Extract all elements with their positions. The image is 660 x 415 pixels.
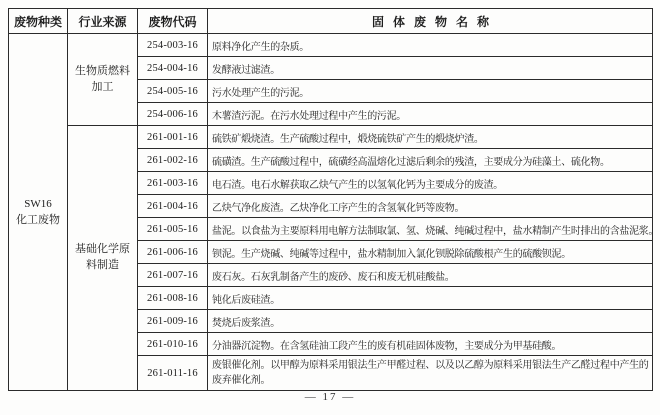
waste-name-cell: 分油器沉淀物。在含氢硅油工段产生的废有机硅固体废物，主要成分为甲基硅酸。 bbox=[208, 333, 653, 356]
waste-name-cell: 电石渣。电石水解获取乙炔气产生的以氢氧化钙为主要成分的废渣。 bbox=[208, 172, 653, 195]
waste-code-cell: 254-005-16 bbox=[138, 80, 208, 103]
page-number: — 17 — bbox=[304, 391, 356, 403]
waste-code-cell: 261-001-16 bbox=[138, 126, 208, 149]
header-row bbox=[9, 9, 653, 34]
industry-source-cell: 基础化学原料制造 bbox=[68, 126, 138, 391]
waste-code-cell: 261-004-16 bbox=[138, 195, 208, 218]
waste-code-cell: 254-004-16 bbox=[138, 57, 208, 80]
waste-name-cell: 发酵液过滤渣。 bbox=[208, 57, 653, 80]
waste-name-cell: 原料净化产生的杂质。 bbox=[208, 34, 653, 57]
waste-name-cell: 木薯渣污泥。在污水处理过程中产生的污泥。 bbox=[208, 103, 653, 126]
category-name: 化工废物 bbox=[16, 214, 60, 226]
waste-code-cell: 254-003-16 bbox=[138, 34, 208, 57]
col-header-waste-name: 固体废物名称 bbox=[208, 9, 653, 34]
waste-code-cell: 261-007-16 bbox=[138, 264, 208, 287]
waste-code-cell: 261-010-16 bbox=[138, 333, 208, 356]
waste-code-cell: 261-011-16 bbox=[138, 356, 208, 391]
waste-code-cell: 261-005-16 bbox=[138, 218, 208, 241]
waste-code-cell: 261-002-16 bbox=[138, 149, 208, 172]
waste-name-cell: 废石灰。石灰乳制备产生的废砂、废石和废无机硅酸盐。 bbox=[208, 264, 653, 287]
category-code: SW16 bbox=[24, 197, 52, 210]
table-row bbox=[9, 126, 653, 149]
waste-code-cell: 261-009-16 bbox=[138, 310, 208, 333]
waste-code-cell: 261-006-16 bbox=[138, 241, 208, 264]
waste-name-cell: 钝化后废硅渣。 bbox=[208, 287, 653, 310]
waste-name-cell: 污水处理产生的污泥。 bbox=[208, 80, 653, 103]
waste-name-cell: 废银催化剂。以甲醇为原料采用银法生产甲醛过程、以及以乙醇为原料采用银法生产乙醛过程中产生的废弃催化剂。 bbox=[208, 356, 653, 391]
col-header-waste-category: 废物种类 bbox=[9, 9, 68, 34]
waste-name-cell: 盐泥。以食盐为主要原料用电解方法制取氯、氢、烧碱、纯碱过程中，盐水精制产生时排出的含盐泥浆。 bbox=[208, 218, 653, 241]
col-header-waste-code: 废物代码 bbox=[138, 9, 208, 34]
table-row bbox=[9, 34, 653, 57]
waste-code-cell: 261-008-16 bbox=[138, 287, 208, 310]
waste-code-cell: 261-003-16 bbox=[138, 172, 208, 195]
industry-source-cell: 生物质燃料加工 bbox=[68, 34, 138, 126]
waste-category-cell bbox=[9, 34, 68, 391]
waste-name-cell: 硫磺渣。生产硫酸过程中，硫磺经高温熔化过滤后剩余的残渣，主要成分为硅藻土、硫化物。 bbox=[208, 149, 653, 172]
waste-name-cell: 硫铁矿煅烧渣。生产硫酸过程中，煅烧硫铁矿产生的煅烧炉渣。 bbox=[208, 126, 653, 149]
waste-name-cell: 钡泥。生产烧碱、纯碱等过程中，盐水精制加入氯化钡脱除硫酸根产生的硫酸钡泥。 bbox=[208, 241, 653, 264]
waste-code-cell: 254-006-16 bbox=[138, 103, 208, 126]
waste-classification-table bbox=[8, 8, 659, 391]
col-header-industry-source: 行业来源 bbox=[68, 9, 138, 34]
waste-name-cell: 焚烧后废浆渣。 bbox=[208, 310, 653, 333]
waste-name-cell: 乙炔气净化废渣。乙炔净化工序产生的含氢氧化钙等废物。 bbox=[208, 195, 653, 218]
